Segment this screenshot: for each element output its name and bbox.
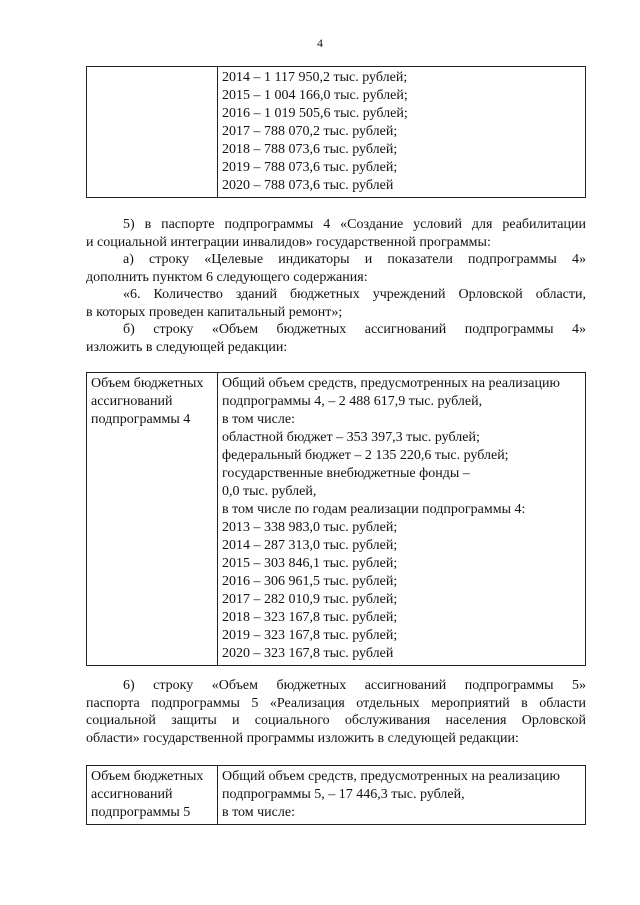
value-line: 2015 – 303 846,1 тыс. рублей; [222,556,398,571]
value-line: 2018 – 323 167,8 тыс. рублей; [222,610,398,625]
value-line: Общий объем средств, предусмотренных на реализацию [222,769,560,784]
label-line: ассигнований [91,787,173,802]
table-cell-label [87,766,218,825]
table-row [87,766,586,825]
value-line: подпрограммы 4, – 2 488 617,9 тыс. рублей, [222,394,483,409]
value-line: подпрограммы 5, – 17 446,3 тыс. рублей, [222,787,465,802]
paragraph-line: в которых проведен капитальный ремонт»; [86,304,343,320]
value-line: 2016 – 306 961,5 тыс. рублей; [222,574,398,589]
budget-table-continuation [86,66,586,198]
label-line: Объем бюджетных [91,376,204,391]
year-line: 2019 – 788 073,6 тыс. рублей; [222,160,398,175]
budget-table-subprogram-5 [86,765,586,825]
paragraph-line: дополнить пунктом 6 следующего содержания: [86,269,368,285]
value-line: 2017 – 282 010,9 тыс. рублей; [222,592,398,607]
paragraph-line: «6. Количество зданий бюджетных учреждений Орловской области, [123,287,586,302]
year-line: 2014 – 1 117 950,2 тыс. рублей; [222,70,408,85]
paragraph-line: паспорта подпрограммы 5 «Реализация отдельных мероприятий в области [86,695,586,711]
value-line: федеральный бюджет – 2 135 220,6 тыс. рублей; [222,448,509,463]
value-line: 2020 – 323 167,8 тыс. рублей [222,646,394,661]
paragraph-line: 5) в паспорте подпрограммы 4 «Создание условий для реабилитации [123,217,586,232]
paragraph-subitem-a [86,251,586,286]
table-cell-label [87,67,218,198]
value-line: Общий объем средств, предусмотренных на реализацию [222,376,560,391]
label-line: подпрограммы 5 [91,805,191,820]
paragraph-item-5 [86,216,586,251]
value-line: 2014 – 287 313,0 тыс. рублей; [222,538,398,553]
value-line: 0,0 тыс. рублей, [222,484,317,499]
year-line: 2018 – 788 073,6 тыс. рублей; [222,142,398,157]
value-line: в том числе: [222,412,295,427]
paragraph-line: б) строку «Объем бюджетных ассигнований подпрограммы 4» [123,322,586,337]
value-line: государственные внебюджетные фонды – [222,466,470,481]
value-line: 2013 – 338 983,0 тыс. рублей; [222,520,398,535]
paragraph-line: а) строку «Целевые индикаторы и показатели подпрограммы 4» [123,252,586,267]
value-line: областной бюджет – 353 397,3 тыс. рублей; [222,430,480,445]
label-line: ассигнований [91,394,173,409]
year-line: 2016 – 1 019 505,6 тыс. рублей; [222,106,408,121]
paragraph-line: социальной защиты и социального обслуживания населения Орловской [86,713,586,728]
table-cell-values [218,373,586,666]
table-cell-label [87,373,218,666]
year-line: 2017 – 788 070,2 тыс. рублей; [222,124,398,139]
value-line: в том числе: [222,805,295,820]
table-row [87,67,586,198]
paragraph-item-6 [86,677,586,747]
year-line: 2015 – 1 004 166,0 тыс. рублей; [222,88,408,103]
year-line: 2020 – 788 073,6 тыс. рублей [222,178,394,193]
paragraph-line: области» государственной программы изложить в следующей редакции: [86,730,519,746]
value-line: 2019 – 323 167,8 тыс. рублей; [222,628,398,643]
table-cell-values [218,67,586,198]
budget-table-subprogram-4 [86,372,586,666]
label-line: Объем бюджетных [91,769,204,784]
paragraph-subitem-b [86,321,586,356]
label-line: подпрограммы 4 [91,412,191,427]
table-row [87,373,586,666]
page-number: 4 [317,36,323,50]
paragraph-line: 6) строку «Объем бюджетных ассигнований подпрограммы 5» [123,678,586,693]
paragraph-point-6 [86,286,586,321]
value-line: в том числе по годам реализации подпрограммы 4: [222,502,526,517]
paragraph-line: изложить в следующей редакции: [86,339,288,355]
table-cell-values [218,766,586,825]
paragraph-line: и социальной интеграции инвалидов» государственной программы: [86,234,491,250]
